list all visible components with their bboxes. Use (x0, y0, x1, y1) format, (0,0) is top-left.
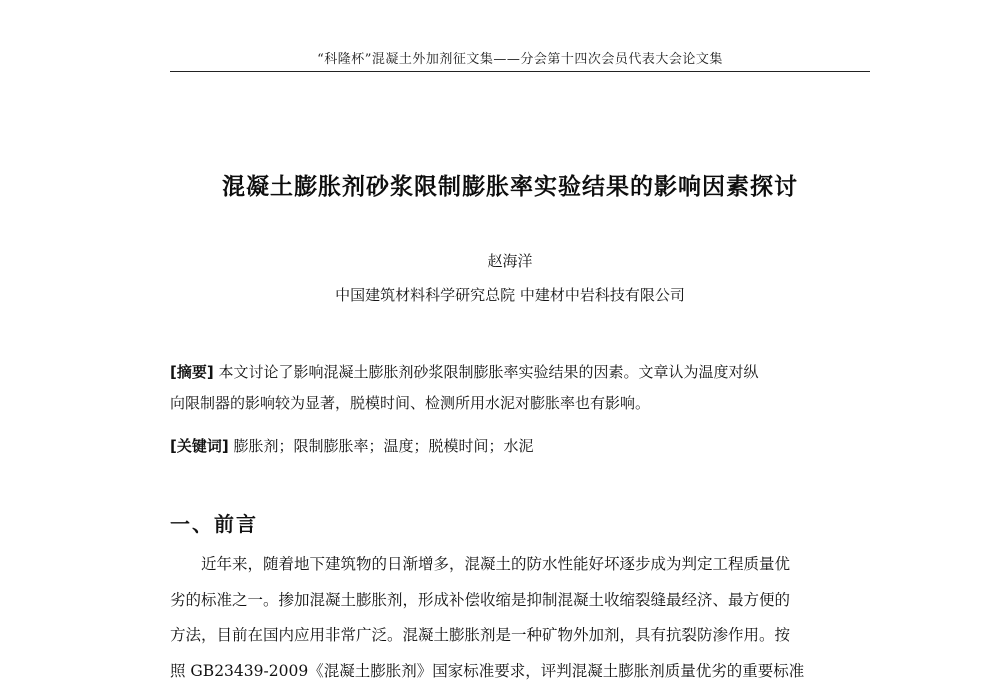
keywords (170, 435, 870, 457)
paper-title: 混凝土膨胀剂砂浆限制膨胀率实验结果的影响因素探讨 (222, 174, 798, 200)
header-rule (170, 71, 870, 72)
section-heading: 一、前言 (170, 512, 258, 536)
abstract-line-2: 向限制器的影响较为显著，脱模时间、检测所用水泥对膨胀率也有影响。 (170, 394, 651, 412)
body-line-3: 方法，目前在国内应用非常广泛。混凝土膨胀剂是一种矿物外加剂，具有抗裂防渗作用。按 (170, 626, 791, 644)
keywords-text: 膨胀剂；限制膨胀率；温度；脱模时间；水泥 (233, 437, 534, 455)
abstract-label: [摘要] (170, 363, 214, 381)
body-line-1: 近年来，随着地下建筑物的日渐增多，混凝土的防水性能好坏逐步成为判定工程质量优 (201, 555, 791, 573)
body-line-2: 劣的标准之一。掺加混凝土膨胀剂，形成补偿收缩是抑制混凝土收缩裂缝最经济、最方便的 (170, 591, 791, 609)
keywords-label: [关键词] (170, 437, 229, 455)
abstract-text-1: 本文讨论了影响混凝土膨胀剂砂浆限制膨胀率实验结果的因素。文章认为温度对纵 (218, 363, 759, 381)
author-name: 赵海洋 (487, 252, 533, 270)
author-affiliation: 中国建筑材料科学研究总院 中建材中岩科技有限公司 (335, 286, 685, 304)
abstract-line-1 (170, 357, 870, 388)
body-line-4: 照 GB23439-2009《混凝土膨胀剂》国家标准要求，评判混凝土膨胀剂质量优劣的重要标准 (170, 662, 805, 680)
running-header: “科隆杯”混凝土外加剂征文集——分会第十四次会员代表大会论文集 (317, 52, 723, 67)
